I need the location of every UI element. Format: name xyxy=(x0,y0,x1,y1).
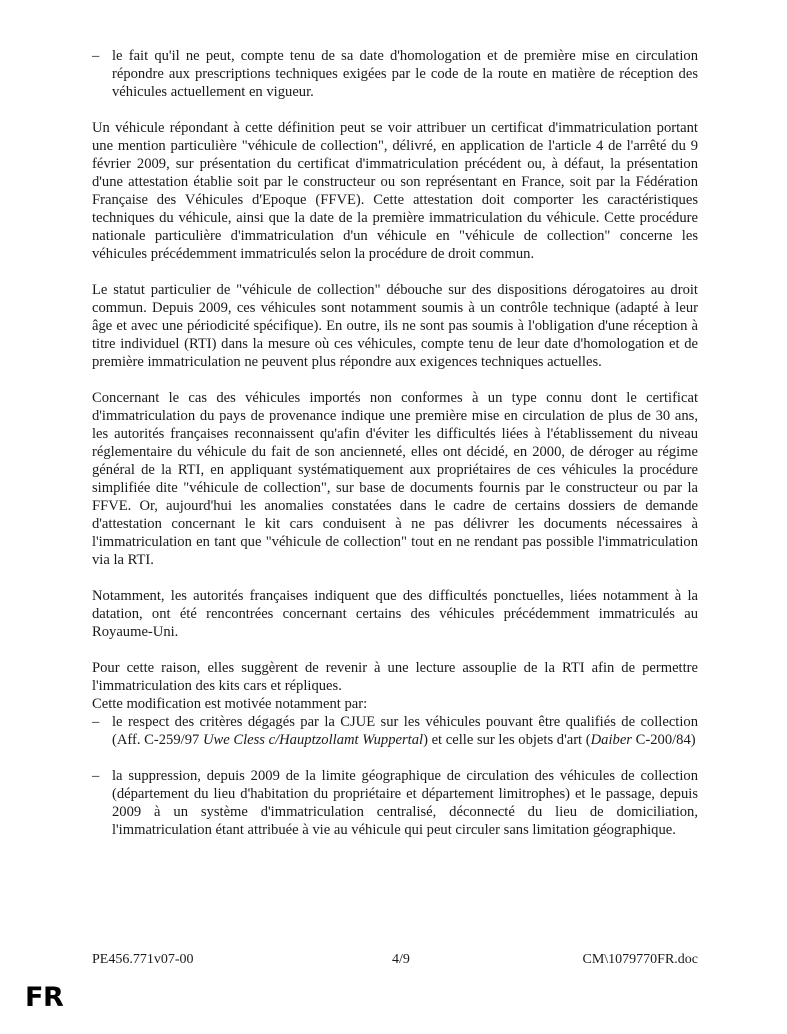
paragraph-statut: Le statut particulier de "véhicule de collection" débouche sur des dispositions dérogatoires au droit commun. Depuis 2009, ces véhicules sont notamment soumis à un contrôle technique (adapté à leur âge et avec une périodicité spécifique). En outre, ils ne sont pas soumis à l'obligation d'une réception à titre individuel (RTI) dans la mesure où ces véhicules, compte tenu de leur date d'homologation et de première immatriculation ne peuvent plus répondre aux exigences techniques actuelles. xyxy=(92,282,698,370)
list-item-text: le fait qu'il ne peut, compte tenu de sa date d'homologation et de première mise en circulation répondre aux prescriptions techniques exigées par le code de la route en matière de réception des véhicules actuellement en vigueur. xyxy=(112,48,698,100)
language-code: FR xyxy=(25,982,64,1013)
document-reference: PE456.771v07-00 xyxy=(92,952,194,967)
dash-bullet: – xyxy=(92,48,100,64)
list-item-text xyxy=(112,713,698,749)
page-footer xyxy=(92,951,698,969)
text-segment: le respect des critères dégagés par la CJUE sur les véhicules pouvant être qualifiés de collection (Aff. C-259/97 xyxy=(112,714,698,748)
case-name-italic: Uwe Cless c/Hauptzollamt Wuppertal xyxy=(202,732,424,748)
text-segment: ) et celle sur les objets d'art ( xyxy=(423,732,591,748)
paragraph-suggestion: Pour cette raison, elles suggèrent de revenir à une lecture assouplie de la RTI afin de permettre l'immatriculation des kits cars et répliques. xyxy=(92,660,698,694)
list-item-homologation xyxy=(92,47,698,101)
dash-bullet: – xyxy=(92,714,100,730)
paragraph-definition: Un véhicule répondant à cette définition peut se voir attribuer un certificat d'immatriculation portant une mention particulière "véhicule de collection", délivré, en application de l'article 4 de l'arrêté du 9 février 2009, sur présentation du certificat d'immatriculation précédent ou, à défaut, la présentation d'une attestation établie soit par le constructeur ou son représentant en France, soit par la Fédération Française des Véhicules d'Epoque (FFVE). Cette attestation doit comporter les caractéristiques techniques du véhicule, ainsi que la date de la première immatriculation du véhicule. Cette procédure nationale particulière d'immatriculation d'un véhicule en "véhicule de collection" concerne les véhicules précédemment immatriculés selon la procédure de droit commun. xyxy=(92,120,698,262)
list-item-geographic-limit xyxy=(92,767,698,839)
paragraph-motivation-intro: Cette modification est motivée notamment par: xyxy=(92,696,368,712)
case-name-italic: Daiber xyxy=(590,732,632,748)
document-body xyxy=(92,47,698,857)
page-number: 4/9 xyxy=(392,952,410,967)
paragraph-royaume-uni: Notamment, les autorités françaises indiquent que des difficultés ponctuelles, liées notamment à la datation, ont été rencontrées concernant certains des véhicules précédemment immatriculés au Royaume-Uni. xyxy=(92,588,698,640)
file-name: CM\1079770FR.doc xyxy=(582,952,698,967)
dash-bullet: – xyxy=(92,768,100,784)
list-item-cjue xyxy=(92,713,698,749)
list-item-text: la suppression, depuis 2009 de la limite géographique de circulation des véhicules de collection (département du lieu d'habitation du propriétaire et département limitrophes) et le passage, depuis 2009 à un système d'immatriculation centralisé, déconnecté du lieu de domiciliation, l'immatriculation étant attribuée à vie au véhicule qui peut circuler sans limitation géographique. xyxy=(112,768,698,838)
text-segment: C-200/84) xyxy=(631,732,696,748)
paragraph-imported-vehicles: Concernant le cas des véhicules importés non conformes à un type connu dont le certificat d'immatriculation du pays de provenance indique une première mise en circulation de plus de 30 ans, les autorités françaises reconnaissent qu'afin d'éviter les difficultés liées à l'établissement du niveau réglementaire du véhicule du fait de son ancienneté, elles ont décidé, en 2000, de déroger au régime général de la RTI, en appliquant systématiquement aux propriétaires de ces véhicules la procédure simplifiée dite "véhicule de collection", sur base de documents fournis par le constructeur ou par la FFVE. Or, aujourd'hui les anomalies constatées dans le cadre de certains dossiers de demande d'attestation concernant le kit cars conduisent à ne pas délivrer les documents nécessaires à l'immatriculation en tant que "véhicule de collection" tout en ne rendant pas possible l'immatriculation via la RTI. xyxy=(92,390,698,568)
